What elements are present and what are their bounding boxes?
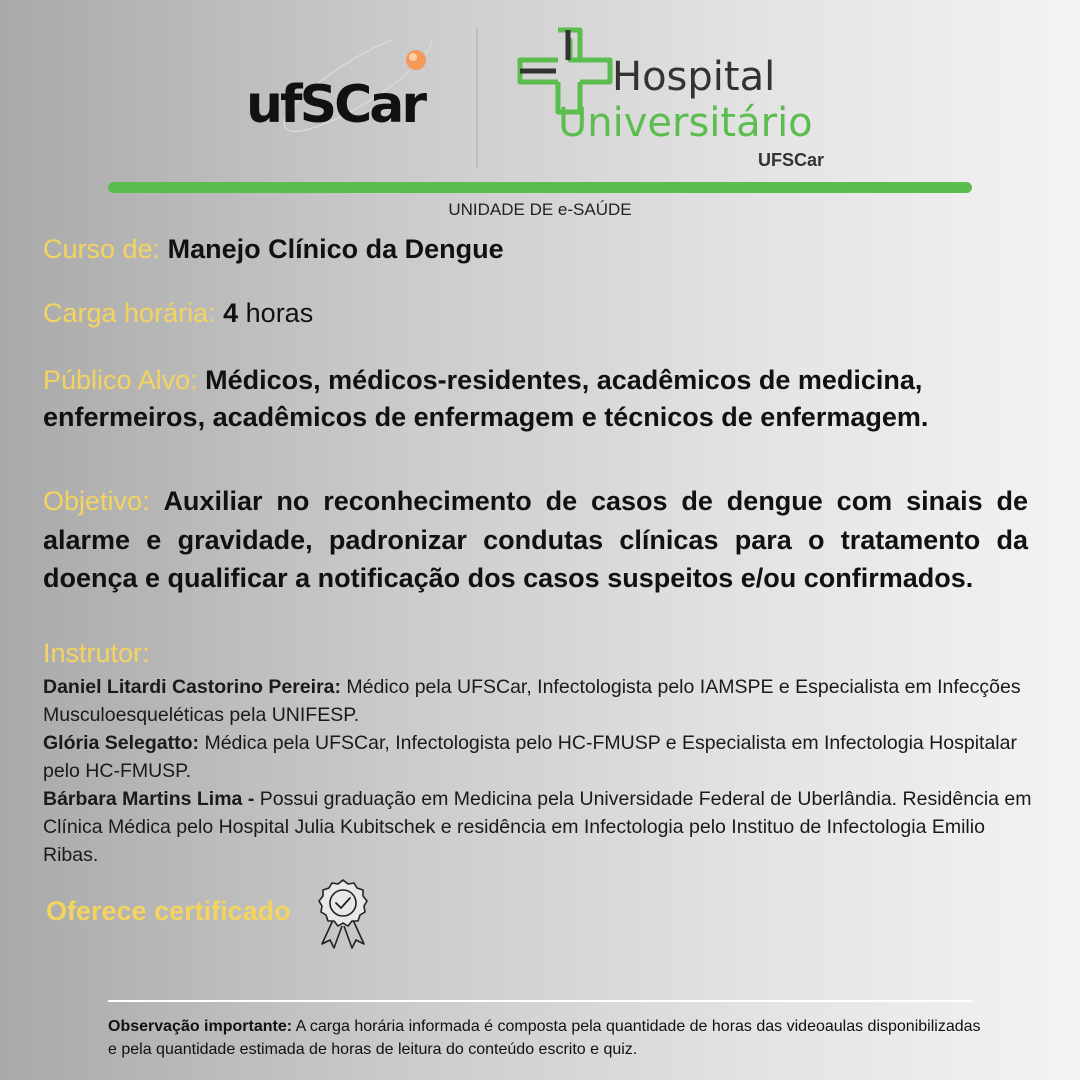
audience-value: Médicos, médicos-residentes, acadêmicos de medicina, enfermeiros, acadêmicos de enfermagem e técnicos de enfermagem. — [43, 365, 929, 432]
hu-logo-line1: Hospital — [612, 54, 776, 100]
instructor-item — [43, 729, 1033, 785]
instructor-bio: Médica pela UFSCar, Infectologista pelo HC-FMUSP e Especialista em Infectologia Hospitalar pelo HC-FMUSP. — [43, 732, 1017, 782]
objective-line — [43, 482, 1028, 598]
instructor-name: Bárbara Martins Lima - — [43, 788, 255, 810]
instructor-item — [43, 785, 1033, 869]
objective-value: Auxiliar no reconhecimento de casos de dengue com sinais de alarme e gravidade, padronizar condutas clínicas para o tratamento da doença e qualificar a notificação dos casos suspeitos e/ou confirmados. — [43, 486, 1028, 593]
hours-label: Carga horária: — [43, 298, 216, 328]
course-line — [43, 234, 1033, 265]
header-green-bar — [108, 182, 972, 193]
hospital-universitario-logo — [512, 24, 842, 174]
instructor-bio: Médico pela UFSCar, Infectologista pelo IAMSPE e Especialista em Infecções Musculoesqueléticas pela UNIFESP. — [43, 676, 1021, 726]
certificate-ribbon-icon — [316, 878, 370, 950]
instructor-heading: Instrutor: — [43, 638, 150, 668]
important-note — [108, 1016, 988, 1061]
instructor-name: Glória Selegatto: — [43, 732, 200, 754]
course-name: Manejo Clínico da Dengue — [167, 234, 504, 264]
course-label: Curso de: — [43, 234, 161, 264]
note-text: A carga horária informada é composta pela quantidade de horas das videoaulas disponibilizadas e pela quantidade estimada de horas de leitura do conteúdo escrito e quiz. — [108, 1018, 981, 1058]
hours-unit: horas — [245, 298, 314, 328]
instructor-name: Daniel Litardi Castorino Pereira: — [43, 676, 341, 698]
instructor-item — [43, 673, 1033, 729]
unit-label: UNIDADE DE e-SAÚDE — [448, 200, 632, 219]
ufscar-logo — [240, 40, 450, 150]
certificate-label: Oferece certificado — [46, 896, 291, 926]
hu-logo-line3: UFSCar — [758, 150, 825, 170]
note-label: Observação importante: — [108, 1018, 293, 1035]
instructor-bio: Possui graduação em Medicina pela Universidade Federal de Uberlândia. Residência em Clínica Médica pelo Hospital Julia Kubitschek e residência em Infectologia pelo Instituo de Infectologia Emilio Ribas. — [43, 788, 1032, 866]
ufscar-logo-text: ufSCar — [246, 75, 424, 135]
audience-line — [43, 362, 1033, 436]
hours-value: 4 — [223, 298, 239, 328]
header-divider — [476, 28, 478, 168]
footer-divider — [108, 1000, 972, 1002]
objective-label: Objetivo: — [43, 486, 150, 516]
instructor-list — [43, 673, 1033, 869]
hu-logo-line2: Universitário — [558, 100, 813, 146]
audience-label: Público Alvo: — [43, 365, 198, 395]
hours-line — [43, 298, 1033, 329]
